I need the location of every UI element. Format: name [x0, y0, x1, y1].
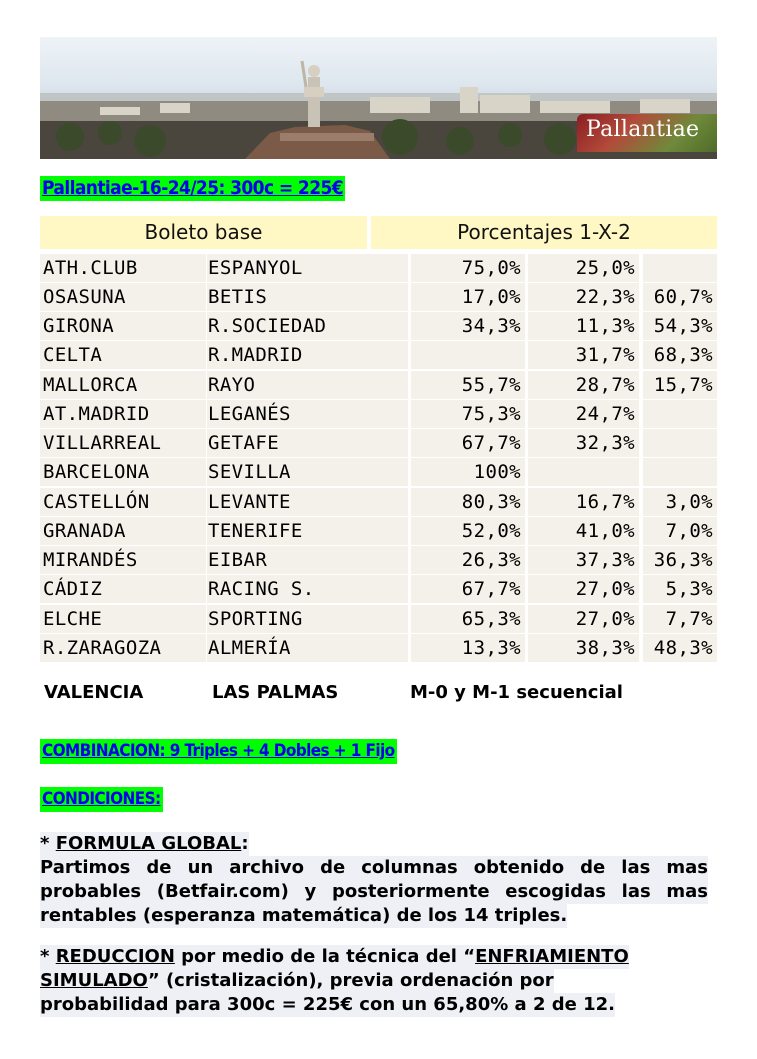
table-row — [40, 634, 717, 663]
away-team-cell: ALMERÍA — [207, 634, 408, 662]
pct-x-cell: 37,3% — [528, 546, 639, 574]
extra-away-team: LAS PALMAS — [212, 682, 339, 703]
pct-2-cell — [643, 254, 717, 282]
away-team-cell: TENERIFE — [207, 517, 408, 545]
pct-2-cell: 54,3% — [643, 312, 717, 340]
table-row — [40, 575, 717, 604]
header-boleto-base: Boleto base — [40, 216, 367, 249]
home-team-cell: CELTA — [40, 341, 206, 369]
pct-1-cell: 34,3% — [411, 312, 525, 340]
table-row — [40, 341, 717, 370]
colon: : — [241, 833, 249, 854]
table-row — [40, 546, 717, 575]
pct-1-cell: 13,3% — [411, 634, 525, 662]
pct-1-cell: 75,3% — [411, 400, 525, 428]
away-team-cell: LEGANÉS — [207, 400, 408, 428]
pct-2-cell: 68,3% — [643, 341, 717, 369]
pct-2-cell: 3,0% — [643, 488, 717, 516]
away-team-cell: R.SOCIEDAD — [207, 312, 408, 340]
table-row — [40, 429, 717, 458]
away-team-cell: EIBAR — [207, 546, 408, 574]
pct-x-cell: 22,3% — [528, 283, 639, 311]
pct-x-cell: 31,7% — [528, 341, 639, 369]
formula-global-section — [40, 832, 708, 928]
table-row — [40, 458, 717, 487]
pct-x-cell: 41,0% — [528, 517, 639, 545]
pct-x-cell: 24,7% — [528, 400, 639, 428]
home-team-cell: BARCELONA — [40, 458, 206, 486]
formula-global-title — [40, 832, 249, 856]
pct-2-cell: 48,3% — [643, 634, 717, 662]
reduccion-text-1: por medio de la técnica del “ — [174, 946, 476, 967]
pct-1-cell — [411, 341, 525, 369]
reduccion-section — [40, 945, 708, 1017]
away-team-cell: R.MADRID — [207, 341, 408, 369]
pct-1-cell: 80,3% — [411, 488, 525, 516]
reduccion-line-3: probabilidad para 300c = 225€ con un 65,80% a 2 de 12. — [40, 994, 615, 1015]
pct-x-cell: 38,3% — [528, 634, 639, 662]
reduccion-text-2: ” (cristalización), previa ordenación por — [147, 970, 554, 991]
formula-line-3: rentables (esperanza matemática) de los 14 triples. — [40, 905, 568, 926]
home-team-cell: MALLORCA — [40, 371, 206, 399]
formula-line-2: probables (Betfair.com) y posteriormente escogidas las mas — [40, 881, 708, 902]
pct-1-cell: 67,7% — [411, 429, 525, 457]
home-team-cell: CASTELLÓN — [40, 488, 206, 516]
pct-2-cell: 15,7% — [643, 371, 717, 399]
simulado-term: SIMULADO — [40, 970, 148, 991]
extra-match-note: M-0 y M-1 secuencial — [410, 682, 623, 703]
condiciones-heading: CONDICIONES: — [40, 787, 163, 812]
home-team-cell: MIRANDÉS — [40, 546, 206, 574]
pct-x-cell: 28,7% — [528, 371, 639, 399]
home-team-cell: GRANADA — [40, 517, 206, 545]
reduccion-heading: REDUCCION — [55, 946, 175, 967]
pct-x-cell — [528, 458, 639, 486]
brand-logo — [577, 114, 717, 152]
pct-1-cell: 75,0% — [411, 254, 525, 282]
pct-2-cell — [643, 400, 717, 428]
away-team-cell: LEVANTE — [207, 488, 408, 516]
table-row — [40, 488, 717, 517]
pct-2-cell: 36,3% — [643, 546, 717, 574]
pct-1-cell: 55,7% — [411, 371, 525, 399]
home-team-cell: GIRONA — [40, 312, 206, 340]
away-team-cell: SEVILLA — [207, 458, 408, 486]
home-team-cell: ATH.CLUB — [40, 254, 206, 282]
formula-line-1: Partimos de un archivo de columnas obtenido de las mas — [40, 857, 708, 878]
table-row — [40, 283, 717, 312]
home-team-cell: ELCHE — [40, 605, 206, 633]
pct-1-cell: 17,0% — [411, 283, 525, 311]
pct-x-cell: 11,3% — [528, 312, 639, 340]
table-row — [40, 517, 717, 546]
home-team-cell: R.ZARAGOZA — [40, 634, 206, 662]
away-team-cell: RAYO — [207, 371, 408, 399]
page-title: Pallantiae-16-24/25: 300c = 225€ — [42, 177, 344, 199]
pct-x-cell: 27,0% — [528, 575, 639, 603]
enfriamiento-term: ENFRIAMIENTO — [475, 946, 629, 967]
away-team-cell: RACING S. — [207, 575, 408, 603]
table-row — [40, 254, 717, 283]
pct-2-cell: 5,3% — [643, 575, 717, 603]
extra-home-team: VALENCIA — [44, 682, 144, 703]
brand-logo-text: Pallantiae — [586, 117, 700, 142]
header-porcentajes: Porcentajes 1-X-2 — [371, 216, 717, 249]
table-row — [40, 400, 717, 429]
table-row — [40, 605, 717, 634]
away-team-cell: GETAFE — [207, 429, 408, 457]
pct-1-cell: 52,0% — [411, 517, 525, 545]
table-row — [40, 371, 717, 400]
home-team-cell: VILLARREAL — [40, 429, 206, 457]
home-team-cell: AT.MADRID — [40, 400, 206, 428]
pct-x-cell: 25,0% — [528, 254, 639, 282]
formula-global-heading: FORMULA GLOBAL — [55, 833, 242, 854]
away-team-cell: SPORTING — [207, 605, 408, 633]
bullet: * — [40, 946, 56, 967]
pct-2-cell: 7,0% — [643, 517, 717, 545]
away-team-cell: ESPANYOL — [207, 254, 408, 282]
pct-1-cell: 67,7% — [411, 575, 525, 603]
combinacion-heading: COMBINACION: 9 Triples + 4 Dobles + 1 Fijo — [40, 739, 397, 764]
pct-2-cell — [643, 429, 717, 457]
pct-x-cell: 27,0% — [528, 605, 639, 633]
pct-1-cell: 65,3% — [411, 605, 525, 633]
table-row — [40, 312, 717, 341]
home-team-cell: CÁDIZ — [40, 575, 206, 603]
reduccion-line-2 — [40, 969, 554, 993]
reduccion-line-1 — [40, 945, 629, 969]
ticket-table — [40, 216, 717, 670]
header-banner-image — [40, 37, 717, 159]
away-team-cell: BETIS — [207, 283, 408, 311]
pct-1-cell: 26,3% — [411, 546, 525, 574]
pct-2-cell: 60,7% — [643, 283, 717, 311]
pct-2-cell: 7,7% — [643, 605, 717, 633]
bullet: * — [40, 833, 56, 854]
pct-2-cell — [643, 458, 717, 486]
home-team-cell: OSASUNA — [40, 283, 206, 311]
pct-1-cell: 100% — [411, 458, 525, 486]
pct-x-cell: 32,3% — [528, 429, 639, 457]
pct-x-cell: 16,7% — [528, 488, 639, 516]
